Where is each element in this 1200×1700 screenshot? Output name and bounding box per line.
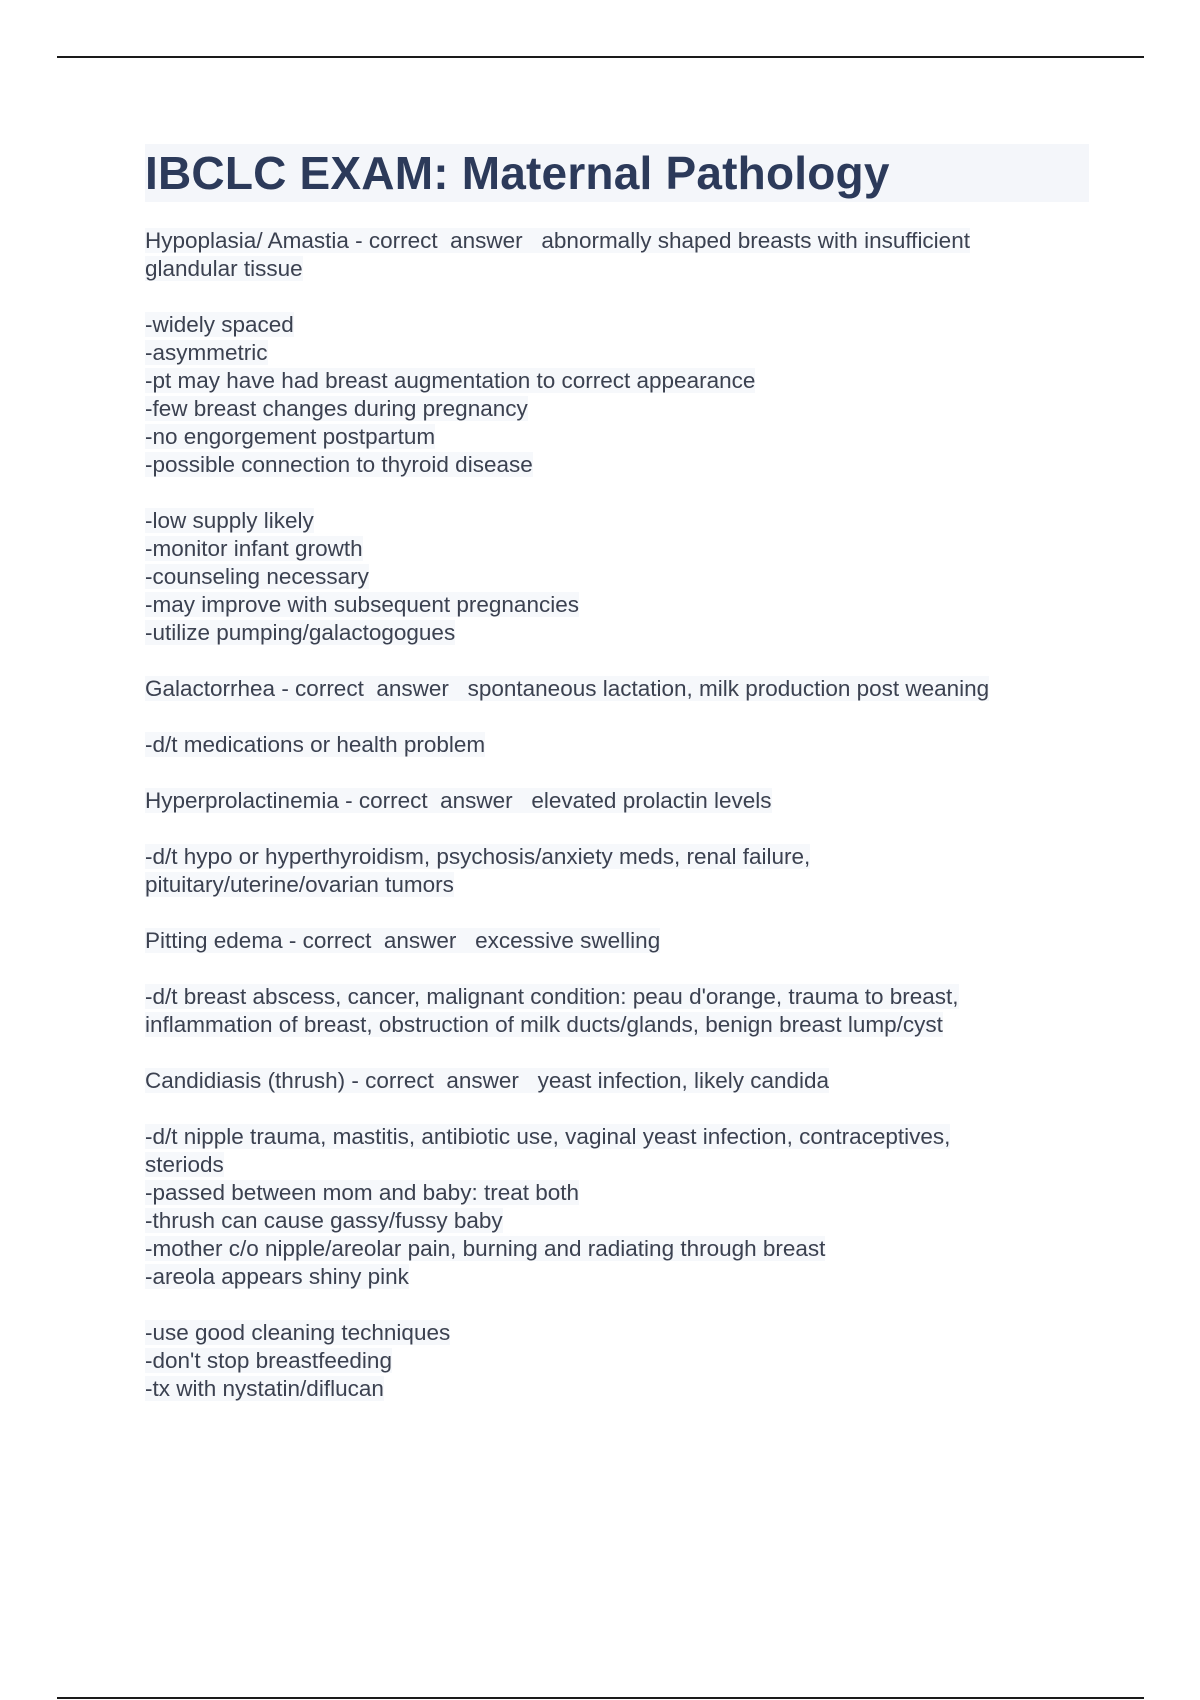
list-item: -use good cleaning techniques [145,1320,451,1345]
list-item: -possible connection to thyroid disease [145,452,533,477]
bottom-rule [57,1697,1144,1699]
page-title: IBCLC EXAM: Maternal Pathology [145,147,890,199]
entry-candidiasis [145,1067,1085,1095]
text-line: Pitting edema - correct answer excessive swelling [145,928,661,953]
text-line: Hyperprolactinemia - correct answer elevated prolactin levels [145,788,772,813]
text-line: Galactorrhea - correct answer spontaneous lactation, milk production post weaning [145,676,990,701]
hypoplasia-management-list [145,507,1085,647]
list-item: -areola appears shiny pink [145,1264,409,1289]
hyperprolactinemia-cause [145,843,1085,899]
list-item: -don't stop breastfeeding [145,1348,392,1373]
text-line: Candidiasis (thrush) - correct answer yeast infection, likely candida [145,1068,830,1093]
hypoplasia-signs-list [145,311,1085,479]
candidiasis-management-list [145,1319,1085,1403]
list-item: -thrush can cause gassy/fussy baby [145,1208,503,1233]
candidiasis-details-list [145,1123,1085,1291]
pitting-edema-cause [145,983,1085,1039]
list-item: -passed between mom and baby: treat both [145,1180,580,1205]
list-item: -widely spaced [145,312,294,337]
list-item: pituitary/uterine/ovarian tumors [145,872,454,897]
list-item: steriods [145,1152,224,1177]
document-body [145,227,1085,1431]
top-rule [57,56,1144,58]
list-item: -d/t breast abscess, cancer, malignant condition: peau d'orange, trauma to breast, [145,984,959,1009]
list-item: -may improve with subsequent pregnancies [145,592,579,617]
list-item: -low supply likely [145,508,314,533]
entry-galactorrhea [145,675,1085,703]
entry-pitting-edema [145,927,1085,955]
list-item: -few breast changes during pregnancy [145,396,528,421]
list-item: -no engorgement postpartum [145,424,436,449]
list-item: -counseling necessary [145,564,369,589]
list-item: -d/t medications or health problem [145,732,486,757]
list-item: -asymmetric [145,340,268,365]
list-item: -tx with nystatin/diflucan [145,1376,384,1401]
list-item: -monitor infant growth [145,536,363,561]
list-item: -d/t nipple trauma, mastitis, antibiotic use, vaginal yeast infection, contraceptives, [145,1124,951,1149]
entry-hypoplasia [145,227,1085,283]
galactorrhea-cause [145,731,1085,759]
text-line: Hypoplasia/ Amastia - correct answer abnormally shaped breasts with insufficient [145,228,970,253]
text-line: glandular tissue [145,256,303,281]
list-item: -pt may have had breast augmentation to correct appearance [145,368,756,393]
list-item: -utilize pumping/galactogogues [145,620,456,645]
list-item: -mother c/o nipple/areolar pain, burning and radiating through breast [145,1236,826,1261]
entry-hyperprolactinemia [145,787,1085,815]
list-item: inflammation of breast, obstruction of milk ducts/glands, benign breast lump/cyst [145,1012,943,1037]
list-item: -d/t hypo or hyperthyroidism, psychosis/anxiety meds, renal failure, [145,844,811,869]
